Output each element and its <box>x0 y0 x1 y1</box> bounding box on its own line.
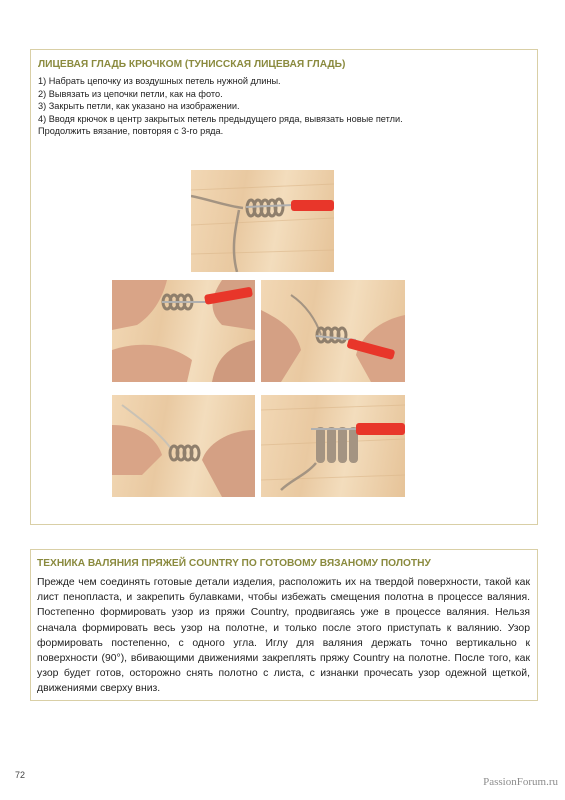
step-photo-4 <box>112 395 255 497</box>
page-number: 72 <box>15 770 26 780</box>
watermark: PassionForum.ru <box>483 776 558 788</box>
step-photo-3 <box>261 280 405 382</box>
felting-section <box>30 549 538 701</box>
section-title: ЛИЦЕВАЯ ГЛАДЬ КРЮЧКОМ (ТУНИССКАЯ ЛИЦЕВАЯ ГЛАДЬ) <box>38 59 346 70</box>
section-body: Прежде чем соединять готовые детали изделия, расположить их на твердой поверхности, такой как лист пенопласта, и закрепить булавками, чтобы избежать смещения полотна в процессе валяния. Постепенно формировать узор из пряжи Country, продвигаясь уже в процессе валяния. Нельзя сначала формировать весь узор на полотне, и только после этого приступать к валянию. Узор формировать постепенно, с одного угла. Иглу для валяния держать точно вертикально к поверхности (90°), вбивающими движениями закреплять пряжу Country на полотне. После того, как узор будет готов, осторожно снять полотно с листа, с изнанки прочесать узор одежной щеткой, движениями сверху вниз. <box>37 577 530 695</box>
step-photo-2 <box>112 280 255 382</box>
section-title: ТЕХНИКА ВАЛЯНИЯ ПРЯЖЕЙ COUNTRY ПО ГОТОВОМУ ВЯЗАНОМУ ПОЛОТНУ <box>37 558 431 569</box>
step-item: 3) Закрыть петли, как указано на изображении. <box>38 101 240 112</box>
step-item: 1) Набрать цепочку из воздушных петель нужной длины. <box>38 76 281 86</box>
step-item: Продолжить вязание, повторяя с 3-го ряда. <box>38 126 224 137</box>
steps-list <box>38 75 413 138</box>
step-item: 4) Вводя крючок в центр закрытых петель предыдущего ряда, вывязать новые петли. <box>38 113 403 124</box>
step-photo-1 <box>191 170 334 272</box>
step-photo-5 <box>261 395 405 497</box>
step-item: 2) Вывязать из цепочки петли, как на фото. <box>38 88 223 99</box>
